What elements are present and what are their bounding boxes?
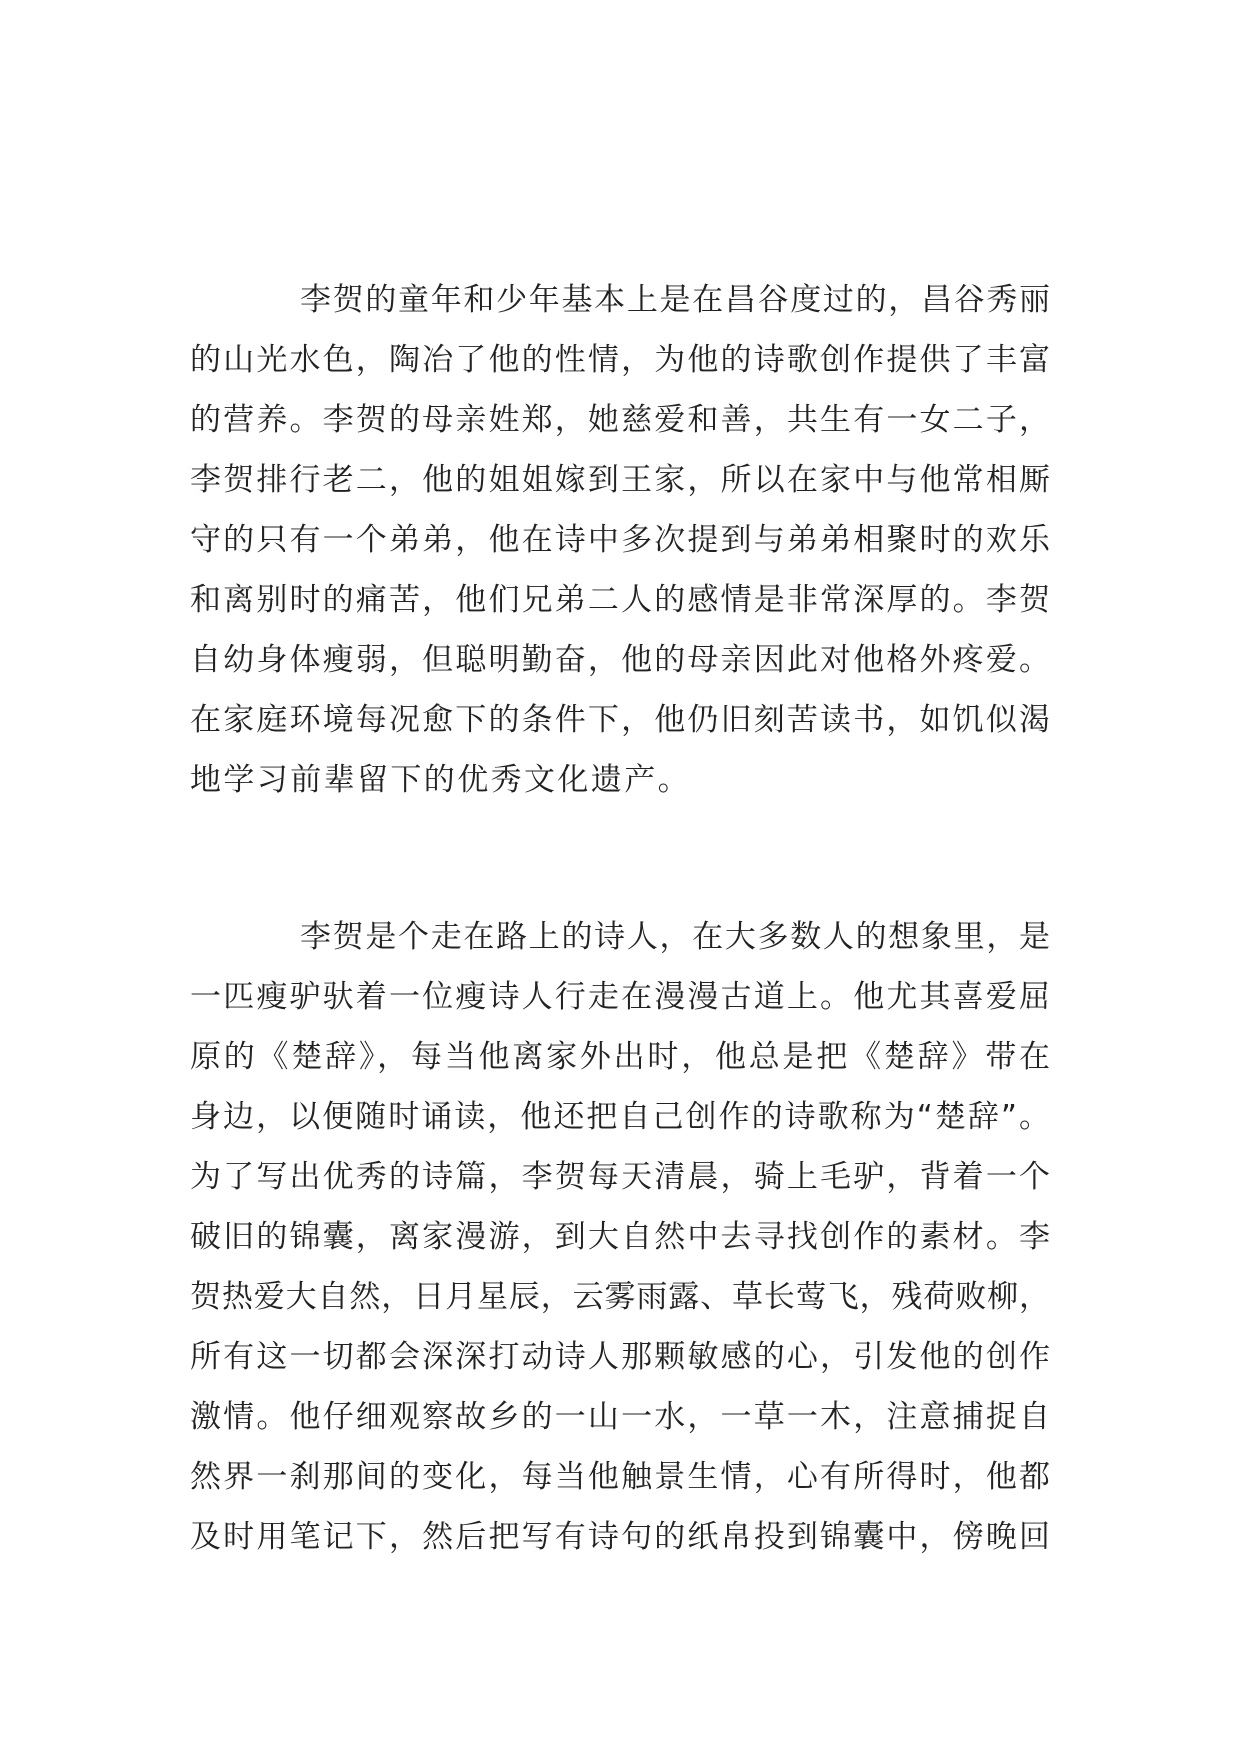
text-line: 的营养。李贺的母亲姓郑，她慈爱和善，共生有一女二子， [190, 402, 1050, 438]
text-line: 地学习前辈留下的优秀文化遗产。 [190, 762, 691, 798]
text-line: 在家庭环境每况愈下的条件下，他仍旧刻苦读书，如饥似渴 [190, 702, 1050, 738]
text-line: 李贺排行老二，他的姐姐嫁到王家，所以在家中与他常相厮 [190, 462, 1050, 498]
text-line: 然界一刹那间的变化，每当他触景生情，心有所得时，他都 [190, 1459, 1050, 1495]
text-line: 身边，以便随时诵读，他还把自己创作的诗歌称为“楚辞”。 [190, 1099, 1050, 1135]
text-line: 为了写出优秀的诗篇，李贺每天清晨，骑上毛驴，背着一个 [190, 1159, 1050, 1195]
text-line: 所有这一切都会深深打动诗人那颗敏感的心，引发他的创作 [190, 1339, 1050, 1375]
paragraph-poet-on-the-road [190, 907, 1050, 1567]
text-line: 贺热爱大自然，日月星辰，云雾雨露、草长莺飞，残荷败柳， [190, 1279, 1050, 1315]
text-line: 破旧的锦囊，离家漫游，到大自然中去寻找创作的素材。李 [190, 1219, 1050, 1255]
text-line: 激情。他仔细观察故乡的一山一水，一草一木，注意捕捉自 [190, 1399, 1050, 1435]
text-line: 及时用笔记下，然后把写有诗句的纸帛投到锦囊中，傍晚回 [190, 1519, 1050, 1555]
text-line: 李贺是个走在路上的诗人，在大多数人的想象里，是 [300, 919, 1050, 955]
text-line: 原的《楚辞》，每当他离家外出时，他总是把《楚辞》带在 [190, 1039, 1050, 1075]
text-line: 李贺的童年和少年基本上是在昌谷度过的，昌谷秀丽 [300, 282, 1050, 318]
text-line: 的山光水色，陶冶了他的性情，为他的诗歌创作提供了丰富 [190, 342, 1050, 378]
paragraph-childhood [190, 270, 1050, 810]
text-line: 和离别时的痛苦，他们兄弟二人的感情是非常深厚的。李贺 [190, 582, 1050, 618]
text-line: 一匹瘦驴驮着一位瘦诗人行走在漫漫古道上。他尤其喜爱屈 [190, 979, 1050, 1015]
text-line: 自幼身体瘦弱，但聪明勤奋，他的母亲因此对他格外疼爱。 [190, 642, 1050, 678]
text-line: 守的只有一个弟弟，他在诗中多次提到与弟弟相聚时的欢乐 [190, 522, 1050, 558]
